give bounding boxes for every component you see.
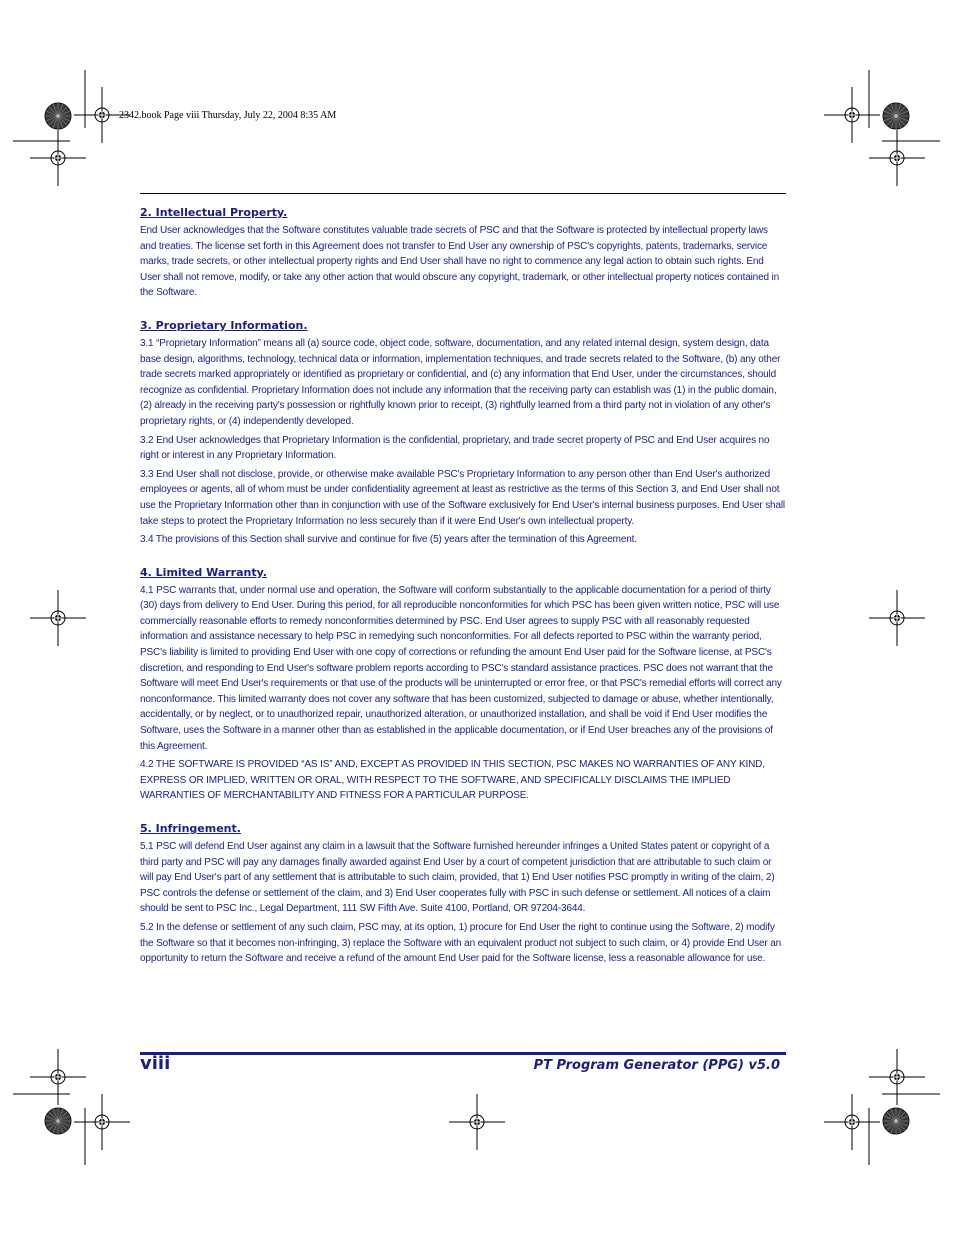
section-heading: 2. Intellectual Property.	[140, 206, 288, 219]
starburst-target-icon	[45, 1108, 71, 1134]
registration-mark-icon	[869, 1049, 925, 1105]
page-number: viii	[140, 1053, 171, 1074]
license-body	[140, 205, 785, 984]
registration-mark-icon	[824, 87, 880, 143]
registration-mark-icon	[30, 590, 86, 646]
registration-mark-icon	[30, 1049, 86, 1105]
paragraph: End User acknowledges that the Software constitutes valuable trade secrets of PSC and that the Software is protected by intellectual property laws and treaties. The license set forth in this Agreement does not transfer to End User any ownership of PSC's copyrights, patents, trademarks, service marks, trade secrets, or other intellectual property rights and End User shall have no right to commence any legal action to obtain such rights. End User shall not remove, modify, or take any other action that would obscure any copyright, trademark, or other intellectual property notices contained in the Software.	[140, 225, 780, 299]
starburst-target-icon	[883, 1108, 909, 1134]
section-infringement	[140, 821, 785, 967]
header-rule	[140, 193, 786, 194]
paragraph: 5.1 PSC will defend End User against any claim in a lawsuit that the Software furnished hereunder infringes a United States patent or copyright of a third party and PSC will pay any damages finally awarded against End User by a court of competent jurisdiction that are attributable to such claim or will pay End User's part of any settlement that is attributable to such claim, provided, that 1) End User notifies PSC promptly in writing of the claim, 2) PSC controls the defense or settlement of the claim, and 3) End User cooperates fully with PSC in such defense or settlement. All notices of a claim should be sent to PSC Inc., Legal Department, 111 SW Fifth Ave. Suite 4100, Portland, OR 97204-3644.	[140, 841, 775, 915]
registration-mark-icon	[869, 590, 925, 646]
paragraph: 5.2 In the defense or settlement of any such claim, PSC may, at its option, 1) procure for End User the right to continue using the Software, 2) modify the Software so that it becomes non-infringing, 3) replace the Software with an equivalent product not subject to such claim, or 4) provide End User an opportunity to return the Software and receive a refund of the amount End User paid for the Software license, less a reasonable allowance for use.	[140, 921, 782, 965]
section-proprietary-information	[140, 318, 785, 548]
registration-mark-icon	[30, 130, 86, 186]
registration-mark-icon	[449, 1094, 505, 1150]
footer-rule	[140, 1052, 786, 1055]
registration-mark-icon	[74, 1094, 130, 1150]
starburst-target-icon	[883, 103, 909, 129]
paragraph: 4.1 PSC warrants that, under normal use and operation, the Software will conform substantially to the applicable documentation for a period of thirty (30) days from delivery to End User. During this period, for all reproducible nonconformities for which PSC has been given written notice, PSC will use commercially reasonable efforts to remedy nonconformities determined by PSC. End User agrees to supply PSC with all reasonably requested information and assistance necessary to help PSC in remedying such nonconformities. For all defects reported to PSC within the warranty period, PSC's liability is limited to providing End User with one copy of corrections or refunding the amount End User paid for the Software license, at PSC's discretion, and responding to End User's software problem reports according to PSC's standard assistance practices. PSC does not warrant that the Software will meet End User's requirements or that use of the products will be uninterrupted or error free, or that PSC's remedial efforts will correct any nonconformance. This limited warranty does not cover any software that has been customized, subjected to damage or abuse, whether intentionally, accidentally, or by neglect, or to unauthorized repair, unauthorized alteration, or unauthorized installation, and shall be void if End User modifies the Software, uses the Software in a manner other than as established in the applicable documentation, or if End User breaches any of the provisions of this Agreement.	[140, 584, 782, 752]
section-intellectual-property	[140, 205, 785, 301]
starburst-target-icon	[45, 103, 71, 129]
paragraph: 3.3 End User shall not disclose, provide, or otherwise make available PSC's Proprietary Information to any person other than End User's authorized employees or agents, all of whom must be under confidentiality agreement at least as restrictive as the terms of this Section 3, and End User shall not use the Proprietary Information other than in conjunction with use of the Software exclusively for End User's internal business purposes. End User shall take steps to protect the Proprietary Information no less securely than if it were End User's own intellectual property.	[140, 468, 786, 527]
book-slug-line: 2342.book Page viii Thursday, July 22, 2004 8:35 AM	[119, 110, 337, 121]
paragraph: 3.1 “Proprietary Information” means all (a) source code, object code, software, documentation, and any related internal design, system design, data base design, algorithms, technology, technical data or information, implementation techniques, and trade secrets related to the Software, (b) any other trade secrets marked appropriately or identified as proprietary or confidential, and (c) any information that End User, under the circumstances, should recognize as confidential. Proprietary Information does not include any information that the receiving party can establish was (1) in the public domain, (2) already in the receiving party's possession or rightfully known prior to receipt, (3) rightfully learned from a third party not in violation of any other's proprietary rights, or (4) independently developed.	[140, 337, 781, 427]
section-heading: 4. Limited Warranty.	[140, 565, 267, 579]
registration-mark-icon	[824, 1094, 880, 1150]
paragraph: 3.2 End User acknowledges that Proprietary Information is the confidential, proprietary, and trade secret property of PSC and End User acquires no right or interest in any Proprietary Information.	[140, 434, 770, 462]
section-limited-warranty	[140, 565, 785, 804]
footer-title: PT Program Generator (PPG) v5.0	[533, 1058, 780, 1073]
paragraph: 4.2 THE SOFTWARE IS PROVIDED “AS IS” AND, EXCEPT AS PROVIDED IN THIS SECTION, PSC MAKES NO WARRANTIES OF ANY KIND, EXPRESS OR IMPLIED, WRITTEN OR ORAL, WITH RESPECT TO THE SOFTWARE, AND SPECIFICALLY DISCLAIMS THE IMPLIED WARRANTIES OF MERCHANTABILITY AND FITNESS FOR A PARTICULAR PURPOSE.	[140, 759, 765, 802]
registration-mark-icon	[869, 130, 925, 186]
paragraph: 3.4 The provisions of this Section shall survive and continue for five (5) years after the termination of this Agreement.	[140, 534, 637, 546]
section-heading: 5. Infringement.	[140, 822, 241, 835]
section-heading: 3. Proprietary Information.	[140, 318, 308, 332]
